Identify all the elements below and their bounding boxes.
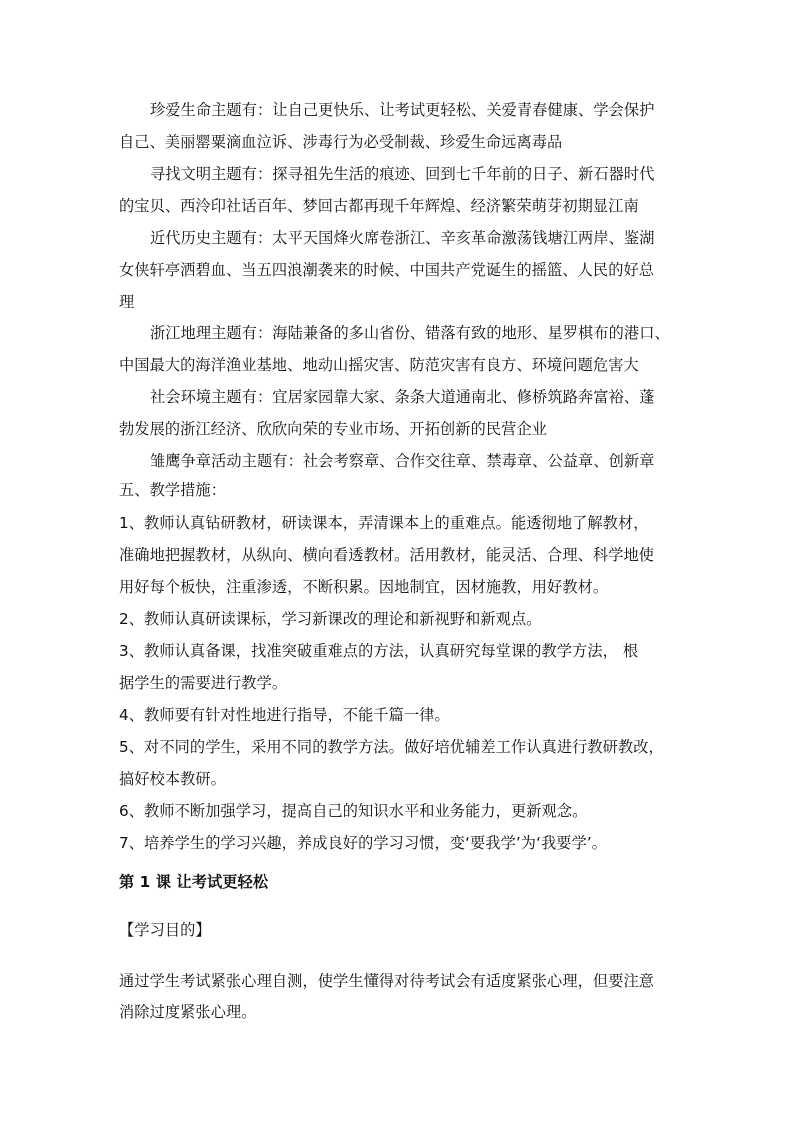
measure-5-line-1: 5、对不同的学生，采用不同的教学方法。做好培优辅差工作认真进行教研教改， [119,738,664,756]
measure-6-line-1: 6、教师不断加强学习，提高自己的知识水平和业务能力，更新观念。 [119,802,588,820]
theme-geography-line-1: 浙江地理主题有：海陆兼备的多山省份、错落有致的地形、星罗棋布的港口、 [150,324,670,342]
theme-society-line-1: 社会环境主题有：宜居家园靠大家、条条大道通南北、修桥筑路奔富裕、蓬 [150,388,655,406]
theme-society-line-2: 勃发展的浙江经济、欣欣向荣的专业市场、开拓创新的民营企业 [119,420,548,438]
theme-history-line-2: 女侠轩亭洒碧血、当五四浪潮袭来的时候、中国共产党诞生的摇篮、人民的好总 [119,261,655,279]
theme-life-line-1: 珍爱生命主题有：让自己更快乐、让考试更轻松、关爱青春健康、学会保护 [150,101,655,119]
theme-geography-line-2: 中国最大的海洋渔业基地、地动山摇灾害、防范灾害有良方、环境问题危害大 [119,356,639,374]
theme-life-line-2: 自己、美丽罂粟滴血泣诉、涉毒行为必受制裁、珍爱生命远离毒品 [119,133,563,151]
learning-goal-heading: 【学习目的】 [119,921,211,939]
measure-1-line-1: 1、教师认真钻研教材，研读课本，弄清课本上的重难点。能透彻地了解教材， [119,514,649,532]
theme-eaglet-line-1: 雏鹰争章活动主题有：社会考察章、合作交往章、禁毒章、公益章、创新章 [150,452,655,470]
theme-civilization-line-1: 寻找文明主题有：探寻祖先生活的痕迹、回到七千年前的日子、新石器时代 [150,165,655,183]
theme-civilization-line-2: 的宝贝、西泠印社话百年、梦回古都再现千年辉煌、经济繁荣萌芽初期显江南 [119,197,639,215]
measure-2-line-1: 2、教师认真研读课标，学习新课改的理论和新视野和新观点。 [119,610,542,628]
learning-goal-line-1: 通过学生考试紧张心理自测，使学生懂得对待考试会有适度紧张心理，但要注意 [119,972,655,990]
measure-1-line-2: 准确地把握教材，从纵向、横向看透教材。活用教材，能灵活、合理、科学地使 [119,546,655,564]
theme-history-line-3: 理 [119,293,135,311]
lesson-title: 第 1 课 让考试更轻松 [119,873,269,891]
measure-7-line-1: 7、培养学生的学习兴趣，养成良好的学习习惯，变‘要我学’为‘我要学’。 [119,834,608,852]
measures-heading: 五、教学措施： [119,481,227,499]
measure-3-line-1: 3、教师认真备课，找准突破重难点的方法，认真研究每堂课的教学方法， 根 [119,642,639,660]
measure-3-line-2: 据学生的需要进行教学。 [119,674,288,692]
measure-1-line-3: 用好每个板快，注重渗透，不断积累。因地制宜，因材施教，用好教材。 [119,578,609,596]
measure-4-line-1: 4、教师要有针对性地进行指导，不能千篇一律。 [119,706,450,724]
theme-history-line-1: 近代历史主题有：太平天国烽火席卷浙江、辛亥革命激荡钱塘江两岸、鉴湖 [150,229,655,247]
measure-5-line-2: 搞好校本教研。 [119,770,227,788]
learning-goal-line-2: 消除过度紧张心理。 [119,1003,257,1021]
